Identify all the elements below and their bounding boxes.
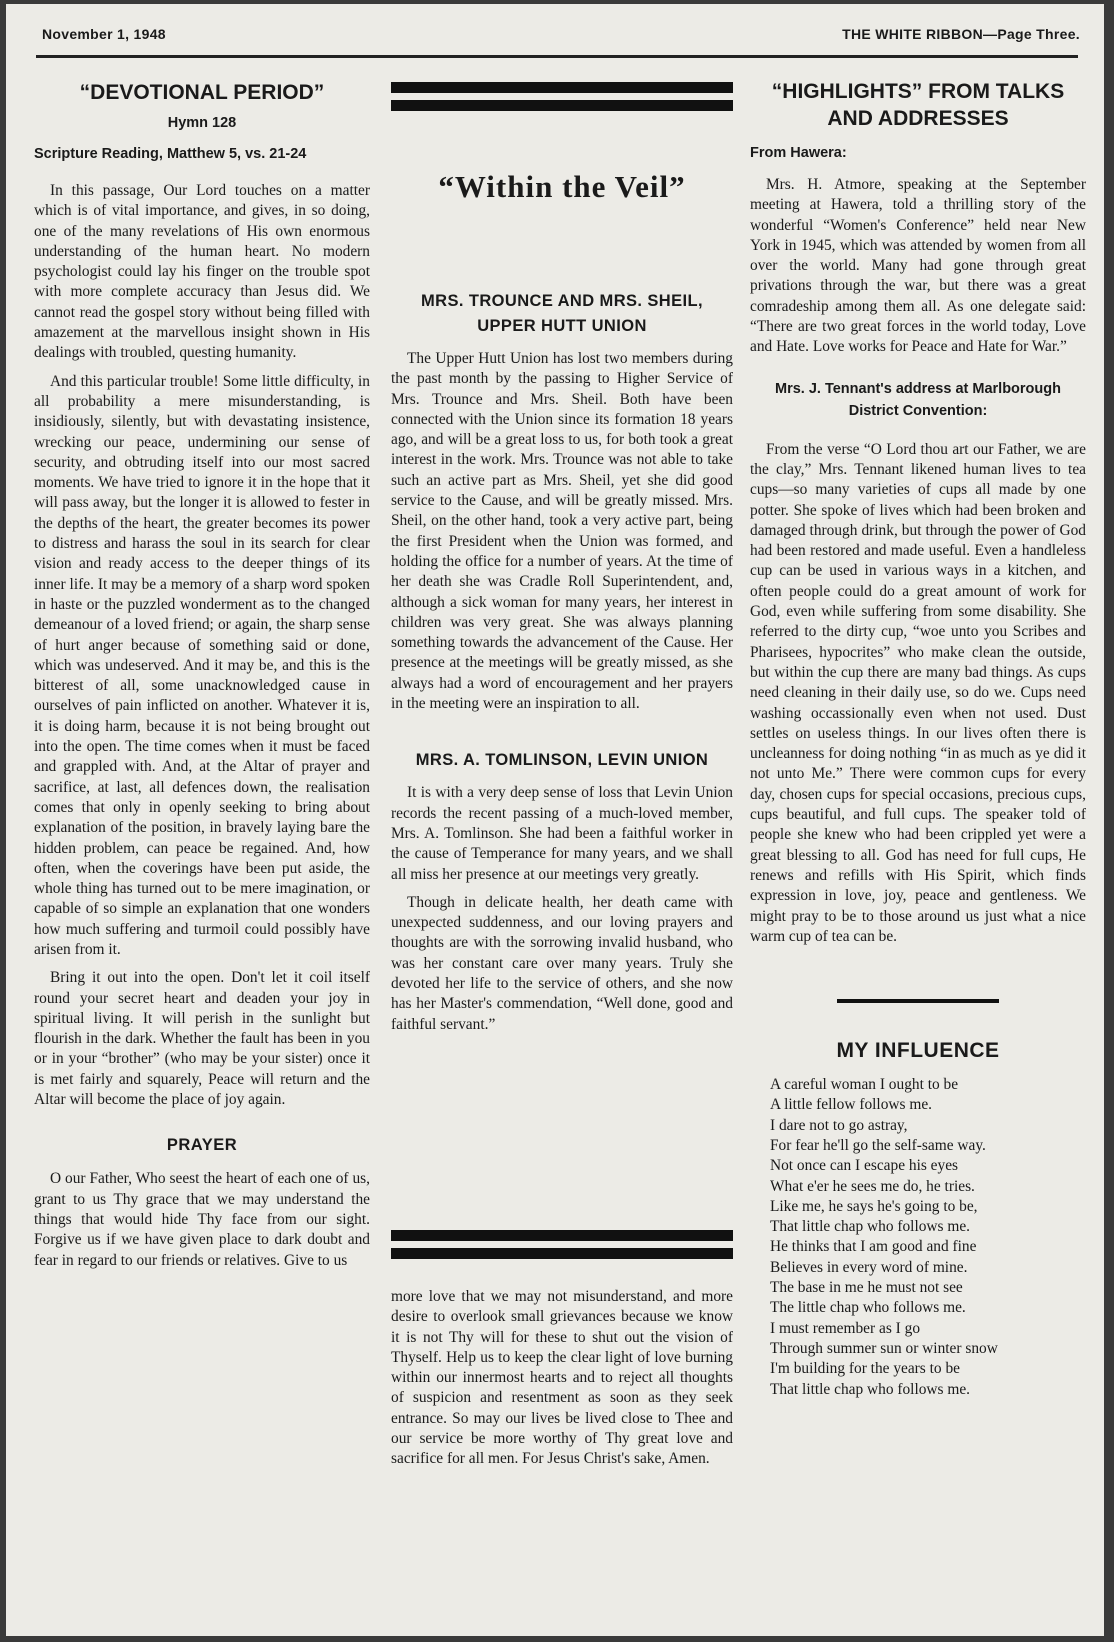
subheading-tennant: Mrs. J. Tennant's address at Marlborough District Convention: bbox=[775, 380, 1061, 419]
running-header bbox=[42, 26, 1080, 46]
poem-line: For fear he'll go the self-same way. bbox=[770, 1136, 986, 1154]
poem-line: That little chap who follows me. bbox=[770, 1218, 971, 1236]
column-highlights bbox=[750, 78, 1086, 1400]
poem-line: He thinks that I am good and fine bbox=[770, 1238, 977, 1256]
poem bbox=[750, 1075, 1086, 1400]
prayer-continuation bbox=[391, 1287, 733, 1470]
newspaper-page bbox=[6, 4, 1104, 1636]
black-bar bbox=[391, 1230, 733, 1241]
poem-line: A careful woman I ought to be bbox=[770, 1076, 959, 1094]
prayer-text: O our Father, Who seest the heart of each one of us, grant to us Thy grace that we may understand the things that would hide Thy face from our sight. Forgive us if we have given place to dark doubt and fear in regard to our friends or relatives. Give to us bbox=[34, 1170, 370, 1269]
black-bars-bottom bbox=[391, 1230, 733, 1259]
column-within-the-veil bbox=[391, 82, 733, 1035]
obituary-text: Though in delicate health, her death came with unexpected suddenness, and our loving prayers and thoughts are with the sorrowing invalid husband, who was her constant care over many years. Truly she devoted her life to the service of others, and she now has her Master's commendation, “Well done, good and faithful servant.” bbox=[391, 893, 733, 1033]
poem-line: I dare not to go astray, bbox=[770, 1116, 908, 1134]
poem-line: What e'er he sees me do, he tries. bbox=[770, 1177, 975, 1195]
devotional-paragraph: And this particular trouble! Some little difficulty, in all probability a mere misunderstanding, is insidiously, silently, but with devastating insistence, wrecking our peace, undermining our sense of security, and obtruding itself into our most sacred moments. We have tried to ignore it in the hope that it will pass away, but the longer it is allowed to fester in the depths of the heart, the greater becomes its power to distress and harass the soul in its search for clear vision and ready access to the deeper things of its inner life. It may be a memory of a sharp word spoken in haste or the puzzled wonderment as to the changed demeanour of a loved friend; or again, the sharp sense of hurt anger because of something said or done, which was undeserved. And it may be, and this is the bitterest of all, some unacknowledged cause in ourselves of pain inflicted on another. Whatever it is, it is doing harm, because it is not being brought out into the open. The time comes when it must be faced and grappled with. And, at the Altar of prayer and sacrifice, at last, all defences down, the realisation comes that only in openly seeking to bring about explanation of the position, in bravely laying bare the hidden problem, can peace be regained. And, how often, when the coverings have been put aside, the whole thing has turned out to be mere imagination, or capable of so simple an explanation that one wonders how much suffering and turmoil could possibly have arisen from it. bbox=[34, 372, 370, 958]
poem-line: Through summer sun or winter snow bbox=[770, 1339, 998, 1357]
poem-line: Like me, he says he's going to be, bbox=[770, 1197, 978, 1215]
devotional-paragraph: Bring it out into the open. Don't let it coil itself round your secret heart and deaden your joy in spiritual living. It will perish in the sunlight but flourish in the dark. Whether the fault has been in you or in your “brother” (who may be your sister) once it is met fairly and squarely, Peace will return and the Altar will become the place of joy again. bbox=[34, 969, 370, 1109]
subheading-hawera: From Hawera: bbox=[750, 145, 847, 161]
poem-line: The little chap who follows me. bbox=[770, 1299, 966, 1317]
poem-line: That little chap who follows me. bbox=[770, 1380, 971, 1398]
obituary-text: It is with a very deep sense of loss that Levin Union records the recent passing of a much-loved member, Mrs. A. Tomlinson. She had been a faithful worker in the cause of Temperance for many years, and we shall all miss her presence at our meetings very greatly. bbox=[391, 784, 733, 883]
poem-line: A little fellow follows me. bbox=[770, 1096, 933, 1114]
obituary-heading: MRS. A. TOMLINSON, LEVIN UNION bbox=[415, 751, 709, 770]
scripture-reading: Scripture Reading, Matthew 5, vs. 21-24 bbox=[34, 146, 307, 162]
obituary-heading: MRS. TROUNCE AND MRS. SHEIL, UPPER HUTT UNION bbox=[421, 292, 703, 335]
poem-line: I must remember as I go bbox=[770, 1319, 921, 1337]
devotional-title: “DEVOTIONAL PERIOD” bbox=[79, 81, 325, 104]
highlights-title: “HIGHLIGHTS” FROM TALKS AND ADDRESSES bbox=[771, 80, 1065, 130]
highlights-paragraph: Mrs. H. Atmore, speaking at the September meeting at Hawera, told a thrilling story of the wonderful “Women's Conference” held near New York in 1945, which was attended by women from all over the world. Many had gone through great privations through the war, but there was a great comradeship among them all. As one delegate said: “There are two great forces in the world today, Love and Hate. Love works for Peace and Hate for War.” bbox=[750, 176, 1086, 356]
column-devotional bbox=[34, 76, 370, 1271]
within-the-veil-title: “Within the Veil” bbox=[438, 169, 686, 204]
poem-line: Believes in every word of mine. bbox=[770, 1258, 968, 1276]
obituary-text: The Upper Hutt Union has lost two members during the past month by the passing to Higher Service of Mrs. Trounce and Mrs. Sheil. Both have been connected with the Union since its formation 18 years ago, and will be a great loss to us, for both took a great interest in the work. Mrs. Trounce was not able to take such an active part as Mrs. Sheil, yet she did good service to the Cause, and will be greatly missed. Mrs. Sheil, on the other hand, took a very active part, being the first President when the Union was formed, and holding the office for a number of years. At the time of her death she was Cradle Roll Superintendent, and, although a sick woman for many years, her interest in children was very great. She was always planning something towards the advancement of the Cause. Her presence at the meetings will be greatly missed, as she always had a word of encouragement and her prayers in the meeting were an inspiration to all. bbox=[391, 350, 733, 713]
poem-line: The base in me he must not see bbox=[770, 1279, 963, 1297]
issue-date: November 1, 1948 bbox=[42, 26, 166, 42]
header-rule bbox=[36, 55, 1078, 58]
publication-page: THE WHITE RIBBON—Page Three. bbox=[842, 26, 1080, 42]
section-rule bbox=[837, 999, 999, 1003]
black-bar bbox=[391, 100, 733, 111]
highlights-paragraph: From the verse “O Lord thou art our Father, we are the clay,” Mrs. Tennant likened human lives to tea cups—so many varieties of cups all made by one potter. She spoke of lives which had been broken and damaged through drink, but through the power of God had been restored and made useful. Even a handleless cup can be used in various ways in a kitchen, and often people could do a great amount of work for God, even while suffering from some disability. She referred to the dirty cup, “woe unto you Scribes and Pharisees, hypocrites” who make clean the outside, but within the cup there are many bad things. As cups need cleaning in their daily use, so do we. Cups need washing occassionally even when not used. Dust settles on useless things. In our lives often there is uncleanness for doing nothing “in as much as ye did it not unto Me.” There were common cups for every day, chosen cups for special occasions, precious cups, cups beautiful, and full cups. The speaker told of people she knew who had been crippled yet were a great blessing to all. God has need for full cups, He renews and refills with His Spirit, which finds expression in love, joy, peace and gentleness. We might pray to be to those around us just what a nice warm cup of tea can be. bbox=[750, 440, 1086, 945]
black-bar bbox=[391, 82, 733, 93]
devotional-paragraph: In this passage, Our Lord touches on a matter which is of vital importance, and gives, in so doing, one of the many revelations of His own enormous understanding of the human heart. No modern psychologist could lay his finger on the trouble spot with more complete accuracy than Jesus did. We cannot read the gospel story without being filled with amazement at the marvellous insight shown in His dealings with troubled, questing humanity. bbox=[34, 182, 370, 362]
prayer-continued-text: more love that we may not misunderstand, and more desire to overlook small grievances because we know it is not Thy will for these to shut out the vision of Thyself. Help us to keep the clear light of love burning within our innermost hearts and to reject all thoughts of suspicion and resentment as soon as they seek entrance. So may our lives be lived close to Thee and our service be more worthy of Thy great love and sacrifice for all men. For Jesus Christ's sake, Amen. bbox=[391, 1288, 733, 1468]
prayer-heading: PRAYER bbox=[166, 1136, 238, 1155]
black-bar bbox=[391, 1248, 733, 1259]
poem-line: I'm building for the years to be bbox=[770, 1360, 960, 1378]
poem-line: Not once can I escape his eyes bbox=[770, 1157, 959, 1175]
poem-title: MY INFLUENCE bbox=[836, 1039, 1000, 1063]
black-bars-top bbox=[391, 82, 733, 111]
hymn-number: Hymn 128 bbox=[167, 115, 237, 131]
